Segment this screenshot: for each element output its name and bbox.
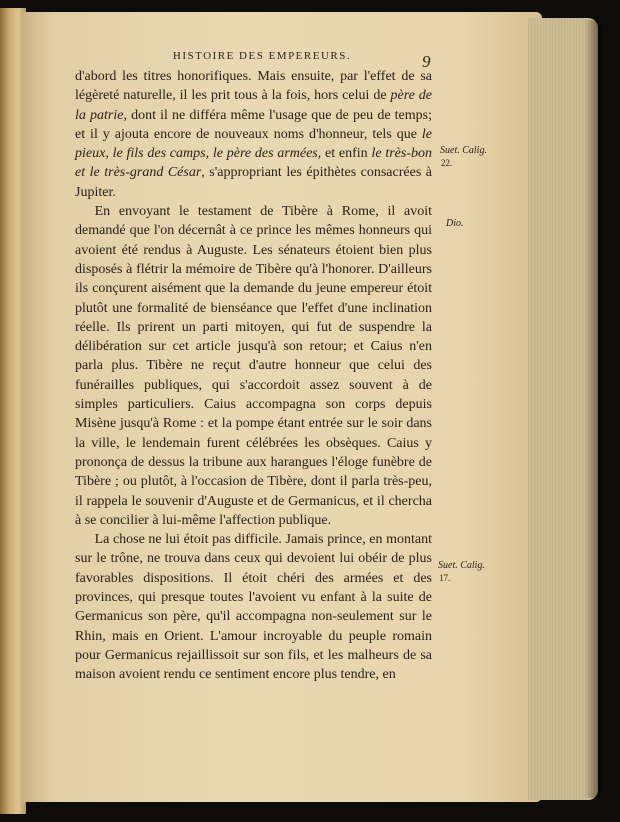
paragraph [75,202,432,530]
italic-text-run: le très-bon et le très-grand César [75,146,432,181]
margin-note-label: Dio. [446,218,464,229]
margin-note [446,218,464,230]
running-header: HISTOIRE DES EMPEREURS. [172,50,352,62]
page-stack-shadow [584,20,602,798]
paragraph [75,67,432,202]
italic-text-run: le pieux, le fils des camps, le père des armées [75,126,432,162]
margin-note-label: Suet. Calig. [440,145,487,156]
text-run: En envoyant le testament de Tibère à Rome, il avoit demandé que l'on décernât à ce prince les mêmes honneurs qui avoient été rendus à Auguste. Les sénateurs étoient bien plus disposés à flétrir la mémoire de Tibère qu'à l'honorer. D'ailleurs ils conçurent aisément que la demande du jeune empereur étoit plutôt une formalité de bienséance que l'effet d'une inclination réelle. Ils prirent un parti mitoyen, qui fut de suspendre la délibération sur cet article jusqu'à son retour; et Caius n'en parla plus. Tibère ne reçut d'autre honneur que celui des funérailles publiques, qui s'accordoit assez souvent à de simples particuliers. Caius accompagna son corps depuis Misène jusqu'à Rome : et la pompe étant entrée sur le soir dans la ville, le lendemain furent célébrées les obsèques. Caius y prononça de dessus la tribune aux harangues l'éloge funèbre de Tibère ; ou plutôt, à l'occasion de Tibère, dont il parla très-peu, il rappela le souvenir d'Auguste et de Germanicus, et il chercha à se concilier à lui-même l'affection publique. [75,204,432,528]
margin-note [440,145,487,169]
margin-note-number: 17. [439,573,451,583]
margin-note-label: Suet. Calig. [438,560,485,571]
text-run: d'abord les titres honorifiques. Mais ensuite, par l'effet de sa légèreté naturelle, il les prit tous à la fois, hors celui de [75,69,432,104]
margin-note-number: 22. [441,158,453,168]
text-run: , s'appropriant les épithètes consacrées à Jupiter. [75,165,432,200]
text-run: La chose ne lui étoit pas difficile. Jamais prince, en montant sur le trône, ne trouva dans ceux qui devoient lui obéir de plus favorables dispositions. Il étoit chéri des armées et des provinces, qui presque toutes l'avoient vu enfant à la suite de Germanicus son père, qu'il accompagna non-seulement sur le Rhin, mais en Orient. L'amour incroyable du peuple romain pour Germanicus rejaillissoit sur son fils, et les malheurs de sa maison avoient rendu ce sentiment encore plus tendre, en [75,532,432,683]
margin-note [438,560,485,584]
paragraph [75,530,432,684]
page-number: 9 [422,52,431,71]
text-run: , dont il ne différa même l'usage que de peu de temps; et il y ajouta encore de nouveaux noms d'honneur, tels que [75,107,432,142]
text-run: , et enfin [317,146,372,162]
italic-text-run: père de la patrie [75,88,432,123]
body-text [75,67,432,685]
